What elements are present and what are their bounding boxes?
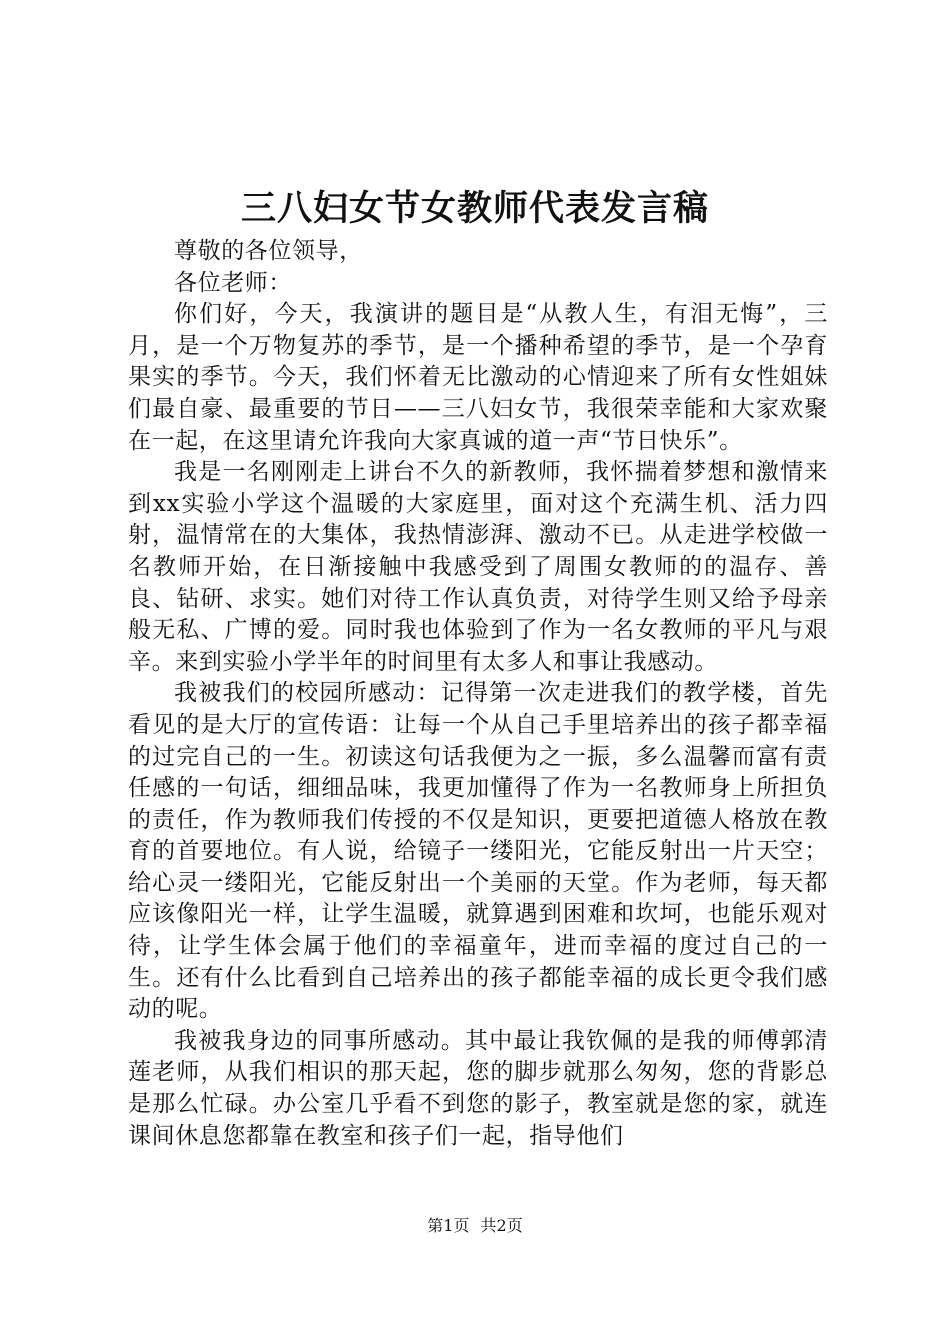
document-body	[128, 236, 828, 1152]
body-paragraph: 我是一名刚刚走上讲台不久的新教师，我怀揣着梦想和激情来到xx实验小学这个温暖的大家庭里，面对这个充满生机、活力四射，温情常在的大集体，我热情澎湃、激动不已。从走进学校做一名教师开始，在日渐接触中我感受到了周围女教师的的温存、善良、钻研、求实。她们对待工作认真负责，对待学生则又给予母亲般无私、广博的爱。同时我也体验到了作为一名女教师的平凡与艰辛。来到实验小学半年的时间里有太多人和事让我感动。	[128, 459, 828, 675]
salutation-line: 尊敬的各位领导，	[174, 238, 363, 264]
page-footer	[0, 1214, 950, 1238]
salutation-line: 各位老师：	[174, 269, 292, 296]
page-total: 共2页	[480, 1216, 523, 1235]
body-paragraph: 你们好，今天，我演讲的题目是“从教人生，有泪无悔”，三月，是一个万物复苏的季节，是一个播种希望的季节，是一个孕育果实的季节。今天，我们怀着无比激动的心情迎来了所有女性姐妹们最自豪、最重要的节日——三八妇女节，我很荣幸能和大家欢聚在一起，在这里请允许我向大家真诚的道一声“节日快乐”。	[128, 301, 828, 454]
document-title: 三八妇女节女教师代表发言稿	[240, 189, 709, 229]
body-paragraph: 我被我们的校园所感动：记得第一次走进我们的教学楼，首先看见的是大厅的宣传语：让每一个从自己手里培养出的孩子都幸福的过完自己的一生。初读这句话我便为之一振，多么温馨而富有责任感的一句话，细细品味，我更加懂得了作为一名教师身上所担负的责任，作为教师我们传授的不仅是知识，更要把道德人格放在教育的首要地位。有人说，给镜子一缕阳光，它能反射出一片天空；给心灵一缕阳光，它能反射出一个美丽的天堂。作为老师，每天都应该像阳光一样，让学生温暖，就算遇到困难和坎坷，也能乐观对待，让学生体会属于他们的幸福童年，进而幸福的度过自己的一生。还有什么比看到自己培养出的孩子都能幸福的成长更令我们感动的呢。	[128, 680, 828, 1023]
body-paragraph: 我被我身边的同事所感动。其中最让我钦佩的是我的师傅郭清莲老师，从我们相识的那天起，您的脚步就那么匆匆，您的背影总是那么忙碌。办公室几乎看不到您的影子，教室就是您的家，就连课间休息您都靠在教室和孩子们一起，指导他们	[128, 1027, 828, 1149]
page-number: 第1页	[427, 1216, 470, 1235]
